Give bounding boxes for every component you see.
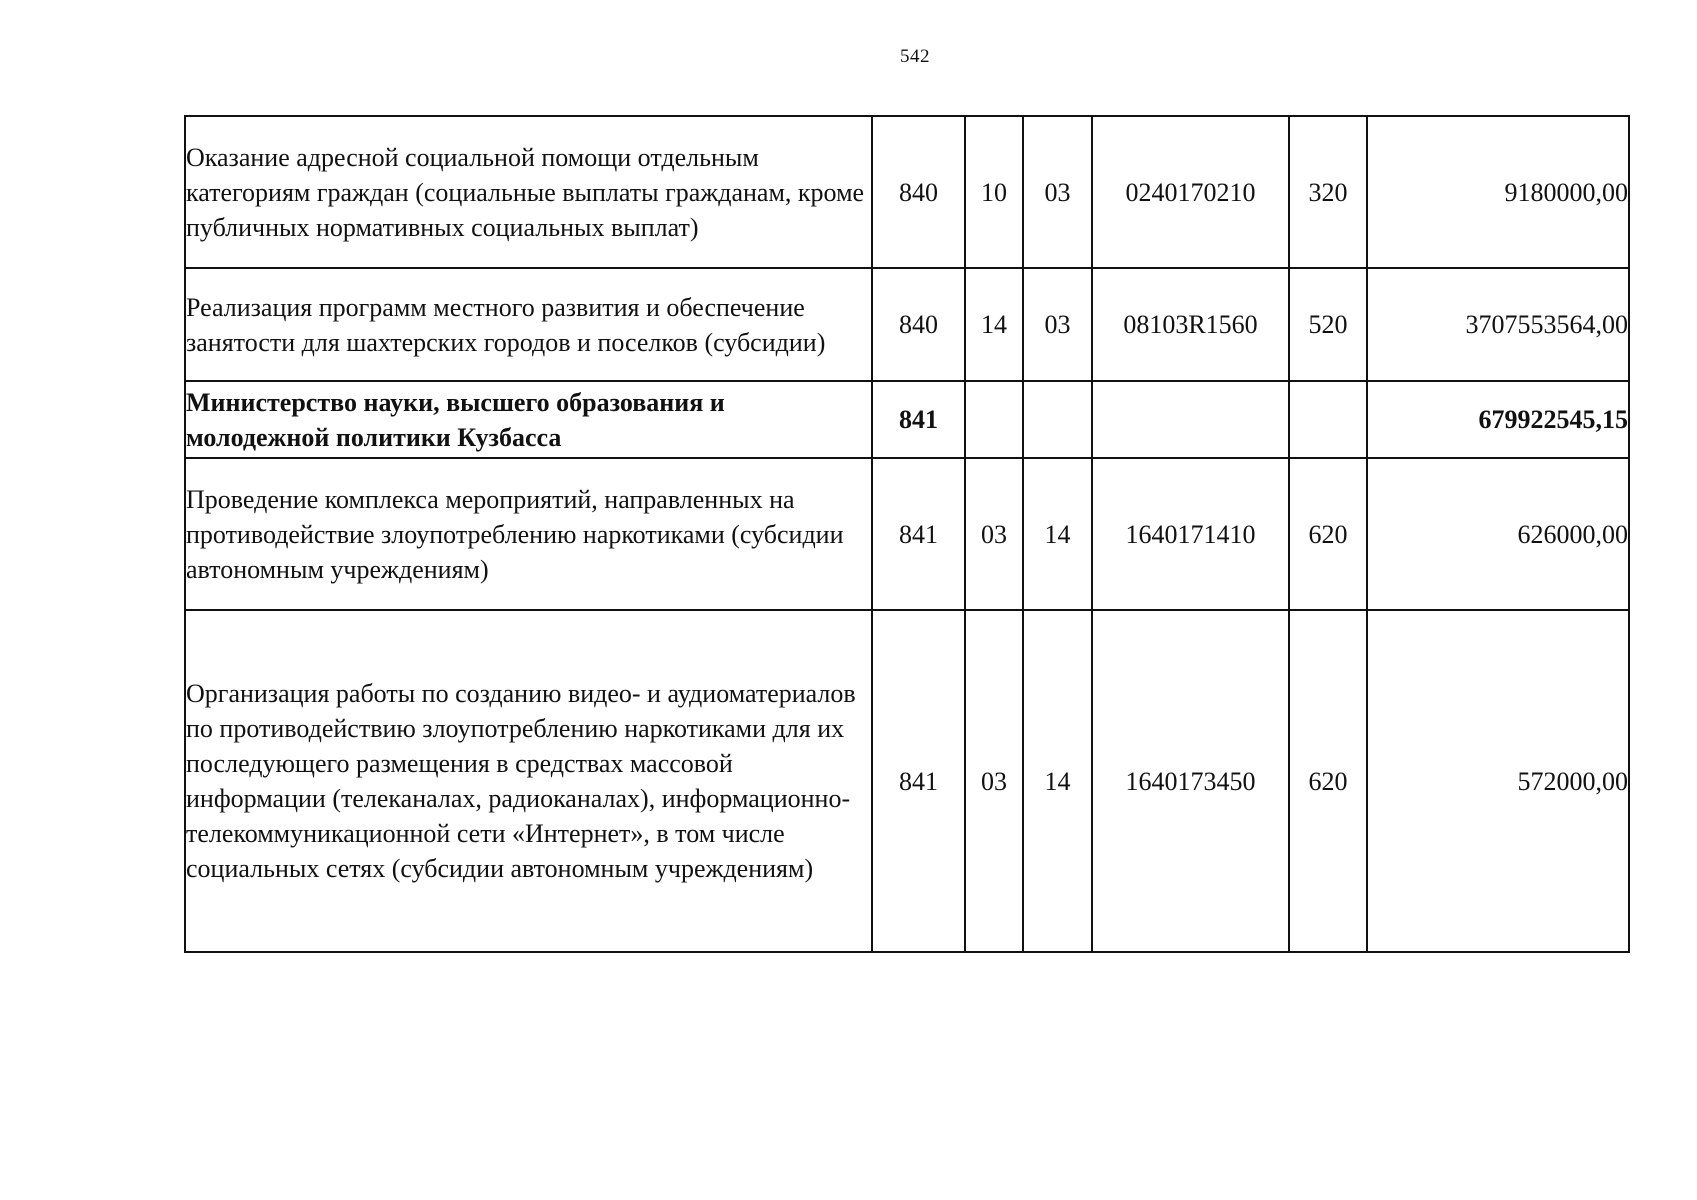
- amount-cell: 572000,00: [1367, 610, 1629, 952]
- expense-type-cell: 520: [1289, 268, 1367, 381]
- expense-name-cell: Проведение комплекса мероприятий, направленных на противодействие злоупотреблению наркотиками (субсидии автономным учреждениям): [185, 458, 872, 610]
- expense-type-cell: 620: [1289, 458, 1367, 610]
- amount-cell: 9180000,00: [1367, 116, 1629, 268]
- table-row: [185, 268, 1629, 381]
- ministry-name-cell: Министерство науки, высшего образования и молодежной политики Кузбасса: [185, 381, 872, 458]
- table-row-ministry-header: [185, 381, 1629, 458]
- section-code-cell: 03: [965, 458, 1023, 610]
- ministry-code-cell: 840: [872, 116, 965, 268]
- expense-type-cell: 320: [1289, 116, 1367, 268]
- ministry-code-cell: 841: [872, 381, 965, 458]
- amount-cell: 3707553564,00: [1367, 268, 1629, 381]
- expense-name-cell: Организация работы по созданию видео- и аудиоматериалов по противодействию злоупотреблению наркотиками для их последующего размещения в средствах массовой информации (телеканалах, радиоканалах), информационно-телекоммуникационной сети «Интернет», в том числе социальных сетях (субсидии автономным учреждениям): [185, 610, 872, 952]
- budget-table: [184, 115, 1630, 953]
- section-code-cell: 10: [965, 116, 1023, 268]
- ministry-total-cell: 679922545,15: [1367, 381, 1629, 458]
- ministry-code-cell: 840: [872, 268, 965, 381]
- expense-type-cell: [1289, 381, 1367, 458]
- table-row: [185, 610, 1629, 952]
- table-row: [185, 116, 1629, 268]
- ministry-code-cell: 841: [872, 610, 965, 952]
- page-number: 542: [900, 46, 930, 67]
- ministry-code-cell: 841: [872, 458, 965, 610]
- target-code-cell: 0240170210: [1092, 116, 1289, 268]
- subsection-code-cell: 03: [1023, 268, 1092, 381]
- section-code-cell: 14: [965, 268, 1023, 381]
- section-code-cell: 03: [965, 610, 1023, 952]
- target-code-cell: 08103R1560: [1092, 268, 1289, 381]
- subsection-code-cell: 14: [1023, 458, 1092, 610]
- expense-type-cell: 620: [1289, 610, 1367, 952]
- expense-name-cell: Оказание адресной социальной помощи отдельным категориям граждан (социальные выплаты гражданам, кроме публичных нормативных социальных выплат): [185, 116, 872, 268]
- table-row: [185, 458, 1629, 610]
- subsection-code-cell: 03: [1023, 116, 1092, 268]
- section-code-cell: [965, 381, 1023, 458]
- target-code-cell: [1092, 381, 1289, 458]
- amount-cell: 626000,00: [1367, 458, 1629, 610]
- expense-name-cell: Реализация программ местного развития и обеспечение занятости для шахтерских городов и поселков (субсидии): [185, 268, 872, 381]
- target-code-cell: 1640171410: [1092, 458, 1289, 610]
- subsection-code-cell: [1023, 381, 1092, 458]
- subsection-code-cell: 14: [1023, 610, 1092, 952]
- target-code-cell: 1640173450: [1092, 610, 1289, 952]
